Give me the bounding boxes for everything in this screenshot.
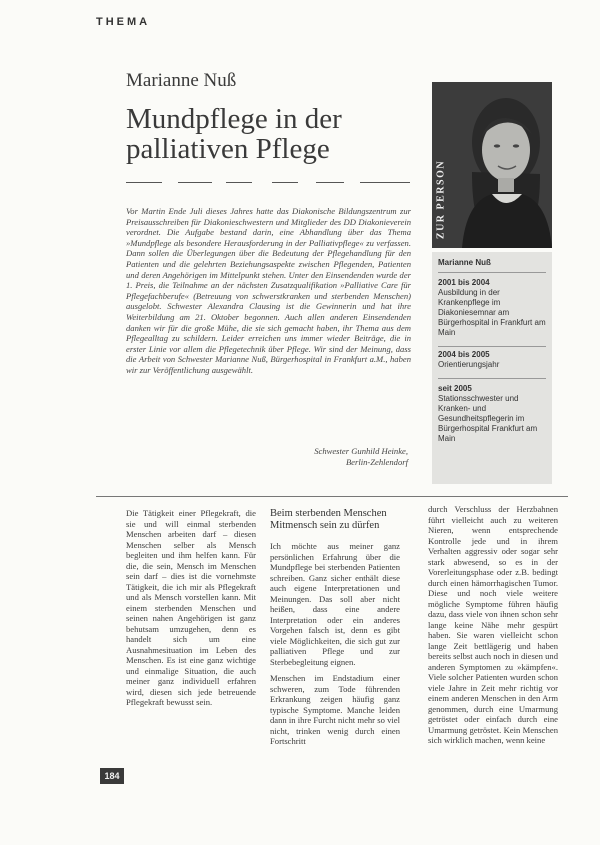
title-dash-rule xyxy=(126,182,411,184)
sidebar-entry-year: 2001 bis 2004 xyxy=(438,278,490,287)
body-column-3 xyxy=(428,504,558,752)
page-number: 184 xyxy=(100,768,124,784)
intro-text: Vor Martin Ende Juli dieses Jahres hatte das Diakonische Bildungszentrum zur Preisausschreiben für Diakonieschwestern und Mitglieder des DD Diakonieverein verordnet. Die Aufgabe bestand darin, eine Abhandlung über das Thema »Mundpflege als besondere Herausforderung in der Palliativpflege« zu verfassen. Dann sollen die Überlegungen über die Bedeutung der Pflegehandlung für den Patienten und die gelehrten Beziehungsaspekte zwischen Pflegenden, Patienten und deren Angehörigen im Mittelpunkt stehen. Unter den Einsendenden wurde der 1. Preis, die Teilnahme an der nächsten Zusatzqualifikation »Palliative Care für Pflegefachberufe« (Betreuung von schwerstkranken und sterbenden Menschen) ausgelobt. Schwester Alexandra Clausing ist die Gewinnerin und hat ihre Weiterbildung am 21. Oktober begonnen. Auch allen anderen Einsendenden danken wir für die große Mühe, die sie sich gemacht haben, ihr Thema aus dem Pflegealltag zu schildern. Leider erreichen uns immer wieder Beiträge, die in erster Linie vor allem die Pflegetechnik über Pflege. Wir sind der Meinung, dass die Arbeit von Schwester Marianne Nuß, Bürgerhospital in Frankfurt a.M., haben wir zur Veröffentlichung ausgewählt. xyxy=(126,206,411,375)
sidebar-entry-text: Stationsschwester und Kranken- und Gesundheitspflegerin im Bürgerhospital Frankfurt am Main xyxy=(438,394,538,443)
sidebar-entry-current xyxy=(438,384,548,444)
title-line-2: palliativen Pflege xyxy=(126,133,330,165)
body-paragraph: Menschen im Endstadium einer schweren, zum Tode führenden Erkrankung zeigen häufig ganz typische Symptome. Manche leiden dann in ihre Furcht nicht mehr so viel nicht, trinken wenig durch einen Fortschritt xyxy=(270,673,400,746)
sidebar-divider xyxy=(438,346,546,347)
sidebar-divider xyxy=(438,378,546,379)
author-name: Marianne Nuß xyxy=(126,70,237,91)
body-column-2 xyxy=(270,508,400,753)
body-paragraph: Ich möchte aus meiner ganz persönlichen Erfahrung über die Mundpflege bei sterbenden Patienten schreiben. Ganz sicher enthält diese auch eigene Interpretationen und Meinungen. Das soll aber nicht heißen, dass eine andere Interpretation oder ein anderes Vorgehen falsch ist, denn es gibt viele Möglichkeiten, die sich gut zur palliativen Pflege und zur Sterbebegleitung eignen. xyxy=(270,541,400,667)
section-divider xyxy=(96,496,568,497)
author-photo xyxy=(432,82,552,248)
sidebar-entry-text: Orientierungsjahr xyxy=(438,360,500,369)
side-label-text: ZUR PERSON xyxy=(435,159,447,240)
article-title xyxy=(126,104,406,164)
sidebar-entry-text: Ausbildung in der Krankenpflege im Diakoniesemnar am Bürgerhospital in Frankfurt am Main xyxy=(438,288,546,337)
sidebar-divider xyxy=(438,272,546,273)
body-column-1 xyxy=(126,508,256,714)
body-paragraph: durch Verschluss der Herzbahnen führt vielleicht auch zu weiteren Nieren, wenn entsprechende Kontrolle jede und in ihrem Verhalten aggressiv oder sogar sehr stark abwesend, so es in der Vorerleitungsphase oder z.B. bedingt durch einen hämorrhagischen Tumor. Diese und noch viele weitere mögliche Symptome führen häufig dazu, dass viele von ihnen schon sehr lange keine Nähe mehr gespürt haben. Sie waren vielleicht schon lange Zeit bettlägerig und haben bereits selbst auch noch in diesen und anderen Symptomen zu »kämpfen«. Viele solcher Patienten wurden schon viele Jahre in Zeit mehr richtig vor einem anderen Menschen in den Arm genommen, durch eine Umarmung getröstet oder einfach durch eine Umarmung getröstet. Kein Menschen sich wirklich machen, wenn keine xyxy=(428,504,558,745)
sidebar-entry-year: seit 2005 xyxy=(438,384,472,393)
signature xyxy=(314,446,408,468)
person-sidebar xyxy=(432,252,552,484)
section-rubric: THEMA xyxy=(96,16,151,28)
sidebar-entry-year: 2004 bis 2005 xyxy=(438,350,490,359)
sidebar-entry-orientation xyxy=(438,350,548,370)
sidebar-name: Marianne Nuß xyxy=(438,258,491,267)
signature-place: Berlin-Zehlendorf xyxy=(345,457,408,467)
signature-name: Schwester Gunhild Heinke, xyxy=(314,446,408,456)
title-line-1: Mundpflege in der xyxy=(126,103,342,135)
side-label-zur-person xyxy=(433,160,449,244)
subheading: Beim sterbenden Menschen Mitmensch sein zu dürfen xyxy=(270,508,387,531)
body-paragraph: Die Tätigkeit einer Pflegekraft, die sie und will einmal sterbenden Menschen arbeiten darf – diesen Menschen selber als Mensch begleiten und ihm helfen kann. Für die, die sein, Mensch im Menschen sein darf – dies ist die vornehmste Tätigkeit, die ich mir als Pflegekraft und als Mensch vorstellen kann. Mit einem sterbenden Menschen und seinen nahen Angehörigen ist ganz behutsam umzugehen, denn es handelt sich um eine Ausnahmesituation im Leben des Menschen. Es ist eine ganz wichtige und einmalige Situation, die auch meiner ganz individuell erfahren wird, diesen sich jede betreuende Pflegekraft bewusst sein. xyxy=(126,508,256,707)
portrait-image xyxy=(432,82,552,248)
sidebar-entry-education xyxy=(438,278,548,338)
